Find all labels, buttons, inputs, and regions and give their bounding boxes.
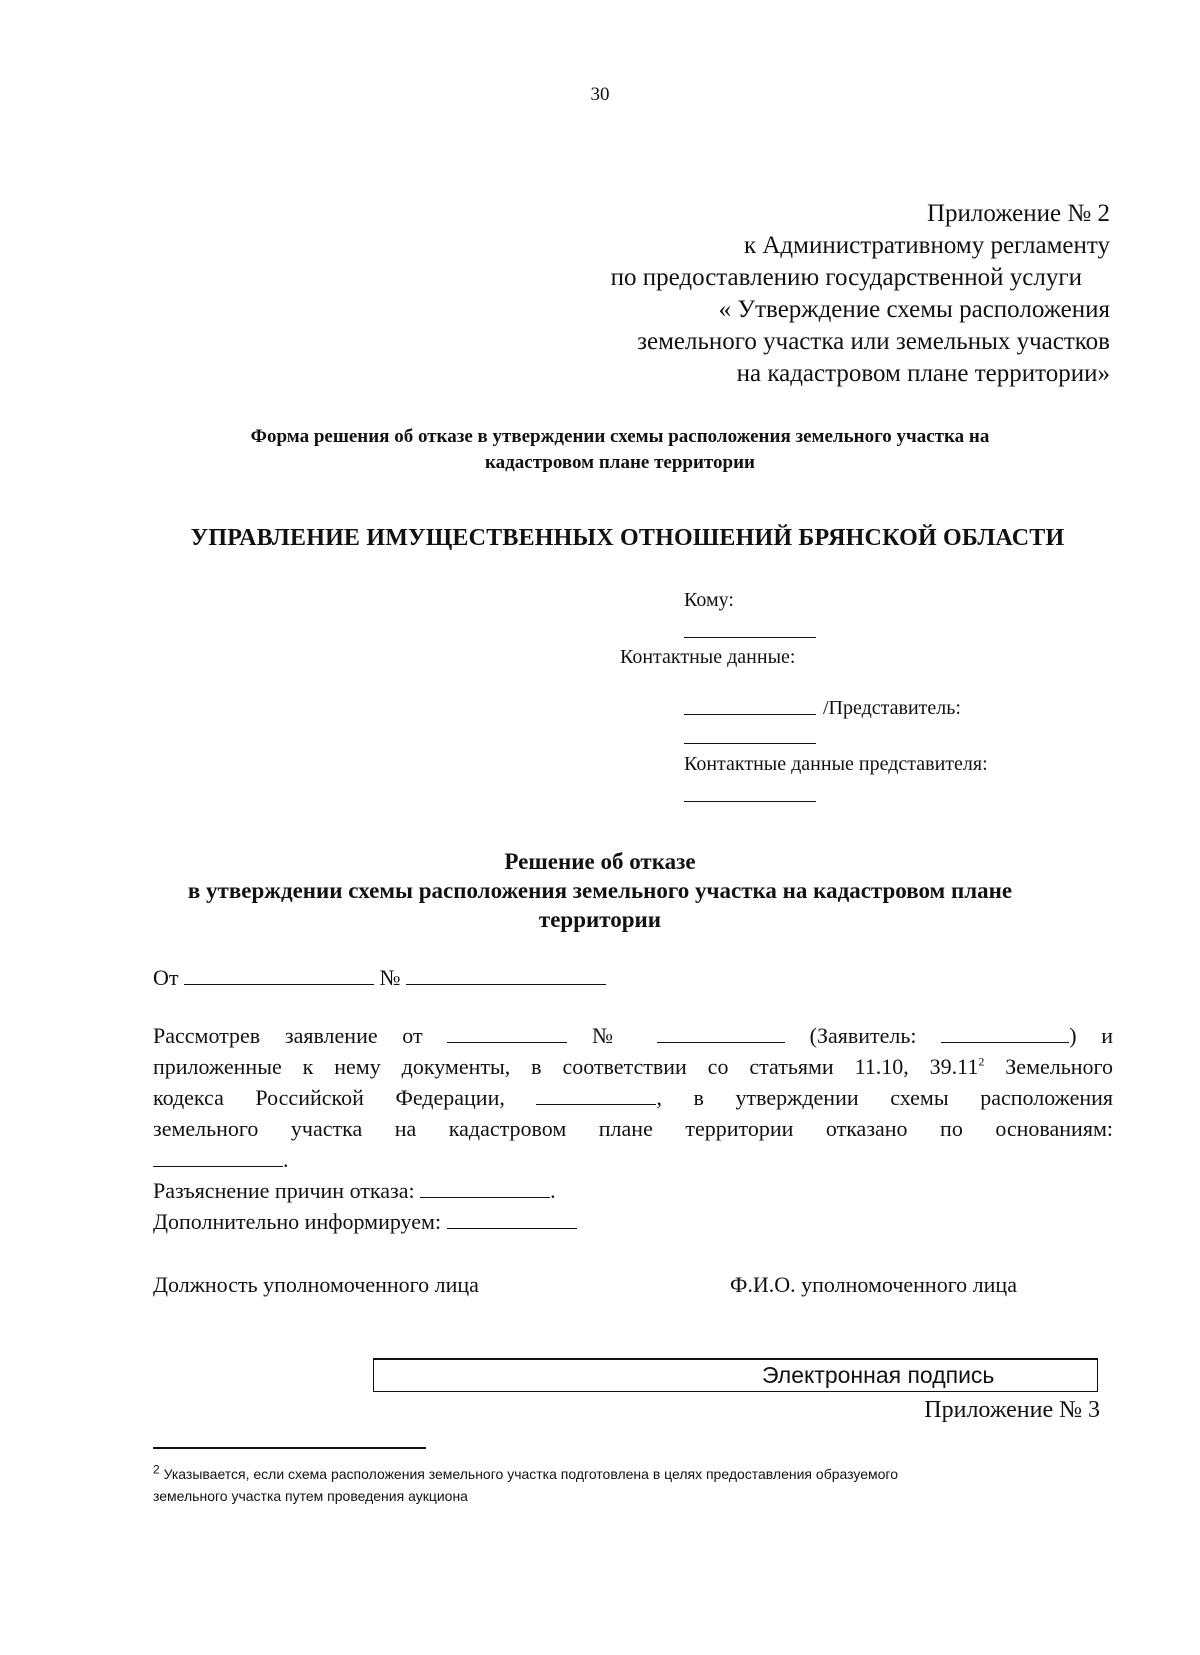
- name-label: Ф.И.О. уполномоченного лица: [730, 1272, 1017, 1297]
- reasons-line: [153, 1175, 556, 1206]
- footnote-divider: [153, 1447, 426, 1449]
- authority-blank: [536, 1103, 656, 1105]
- e-signature-label: Электронная подпись: [762, 1362, 995, 1388]
- paragraph-line-5: [153, 1144, 289, 1175]
- footnote-text: Указывается, если схема расположения земельного участка подготовлена в целях предоставления образуемого: [163, 1466, 899, 1482]
- paragraph-text: кодекса Российской Федерации,: [153, 1085, 505, 1110]
- appendix-line: по предоставлению государственной услуги: [610, 264, 1082, 291]
- contacts-label: Контактные данные:: [620, 646, 796, 668]
- number-blank: [406, 983, 606, 985]
- paragraph-text: Земельного: [1005, 1054, 1114, 1079]
- footnote-text: земельного участка путем проведения аукциона: [153, 1488, 468, 1504]
- appendix-header: [611, 198, 1110, 390]
- number-label: №: [379, 965, 401, 990]
- paragraph-line-4: земельного участка на кадастровом плане территории отказано по основаниям:: [153, 1116, 1113, 1141]
- representative-blank: [684, 743, 816, 744]
- footnote-ref: 2: [978, 1054, 985, 1069]
- page-number: 30: [590, 84, 610, 105]
- appendix-line: к Административному регламенту: [743, 232, 1110, 259]
- appendix-line: земельного участка или земельных участков: [637, 328, 1110, 355]
- decision-title-line: в утверждении схемы расположения земельного участка на кадастровом плане: [187, 878, 1013, 903]
- date-blank: [184, 983, 374, 985]
- decision-title: [0, 847, 1200, 934]
- application-number-blank: [657, 1041, 785, 1043]
- decision-title-line: Решение об отказе: [504, 849, 696, 874]
- next-appendix: Приложение № 3: [924, 1397, 1100, 1423]
- paragraph-line-3: [153, 1082, 1113, 1113]
- paragraph-text: ) и: [1069, 1023, 1114, 1048]
- appendix-line: « Утверждение схемы расположения: [718, 296, 1110, 323]
- appendix-line: на кадастровом плане территории»: [736, 360, 1110, 387]
- reasons-label: Разъяснение причин отказа:: [153, 1178, 415, 1203]
- decision-title-line: территории: [538, 907, 662, 932]
- contacts-blank: [684, 714, 816, 715]
- paragraph-text: Рассмотрев заявление от: [153, 1023, 423, 1048]
- form-title-line: кадастровом плане территории: [485, 452, 755, 473]
- authority-name: УПРАВЛЕНИЕ ИМУЩЕСТВЕННЫХ ОТНОШЕНИЙ БРЯНСКОЙ ОБЛАСТИ: [190, 525, 1065, 551]
- applicant-blank: [941, 1041, 1069, 1043]
- paragraph-text: приложенные к нему документы, в соответствии со статьями 11.10, 39.11: [153, 1054, 979, 1079]
- e-signature-box: [373, 1358, 1098, 1392]
- to-blank: [684, 637, 816, 638]
- form-title: [120, 424, 1120, 476]
- footnote: [153, 1463, 1113, 1507]
- paragraph-line-2: [153, 1051, 1113, 1082]
- additional-line: [153, 1206, 577, 1237]
- paragraph-text: (Заявитель:: [809, 1023, 917, 1048]
- from-label: От: [153, 965, 179, 990]
- paragraph-line-1: [153, 1020, 1113, 1051]
- reasons-blank: [420, 1196, 550, 1198]
- additional-label: Дополнительно информируем:: [153, 1209, 442, 1234]
- appendix-line: Приложение № 2: [926, 200, 1110, 227]
- paragraph-text: .: [550, 1178, 556, 1203]
- application-date-blank: [447, 1041, 567, 1043]
- position-label: Должность уполномоченного лица: [153, 1272, 479, 1297]
- additional-blank: [447, 1227, 577, 1229]
- form-title-line: Форма решения об отказе в утверждении схемы расположения земельного участка на: [250, 426, 990, 447]
- representative-contacts-label: Контактные данные представителя:: [684, 753, 988, 775]
- representative-label: /Представитель:: [823, 697, 961, 719]
- paragraph-text: №: [592, 1023, 633, 1048]
- footnote-marker: 2: [153, 1462, 160, 1477]
- representative-contacts-blank: [684, 801, 816, 802]
- paragraph-text: , в утверждении схемы расположения: [656, 1085, 1113, 1110]
- grounds-blank: [153, 1165, 283, 1167]
- from-line: [153, 962, 606, 993]
- to-label: Кому:: [684, 589, 734, 611]
- paragraph-text: .: [283, 1147, 289, 1172]
